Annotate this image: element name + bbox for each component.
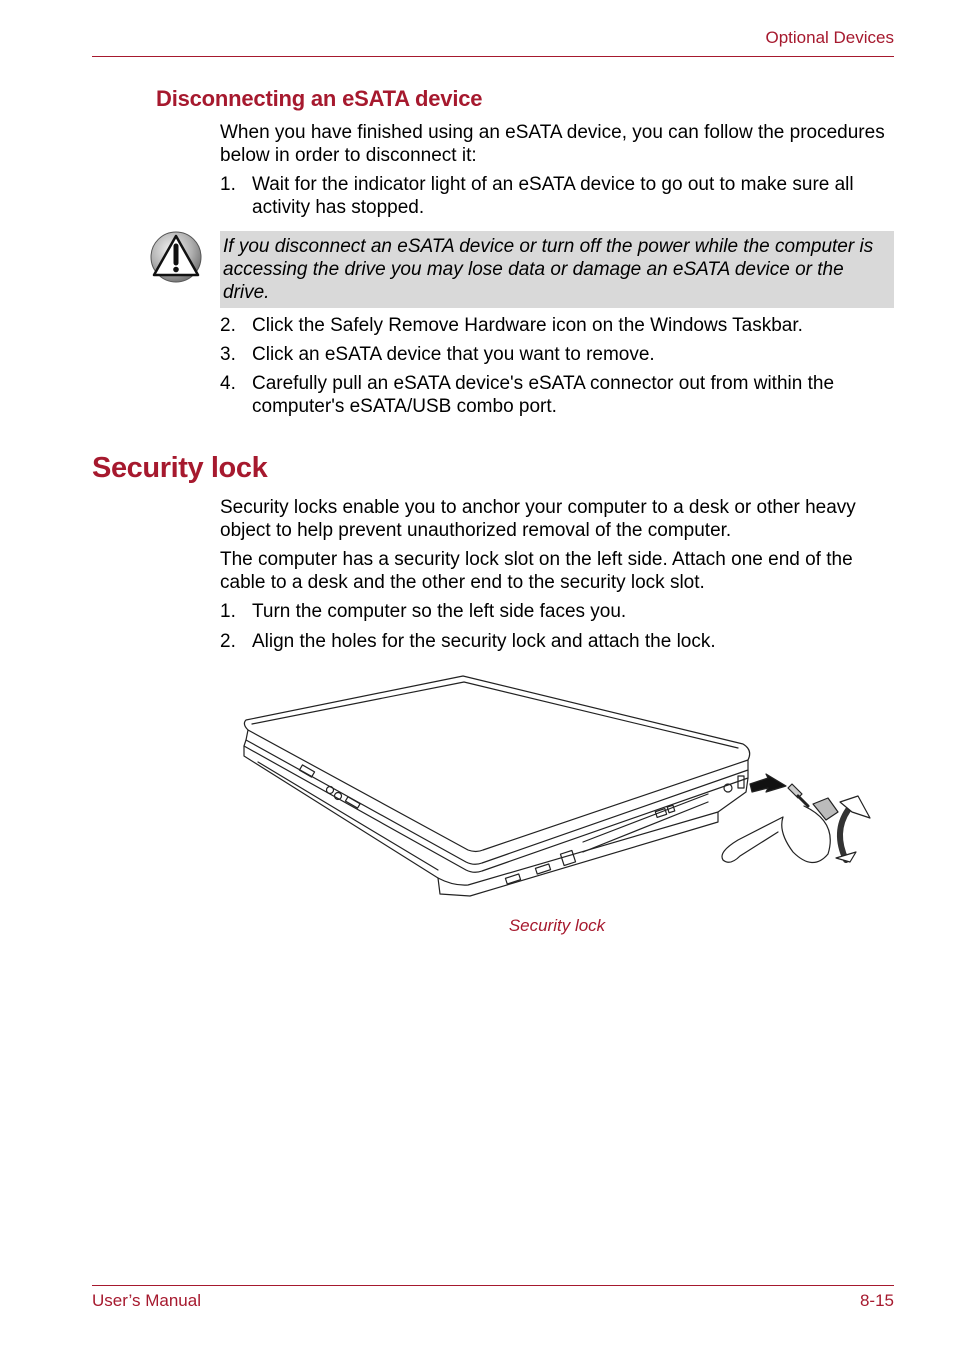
- security-lock-illustration: [238, 672, 878, 902]
- esata-intro: When you have finished using an eSATA device, you can follow the procedures below in order to disconnect it:: [220, 122, 885, 166]
- list-text: Wait for the indicator light of an eSATA device to go out to make sure all activity has stopped.: [252, 174, 854, 218]
- list-number: 4.: [220, 373, 236, 394]
- footer-rule: [92, 1285, 894, 1286]
- running-header: Optional Devices: [765, 28, 894, 47]
- list-item: [220, 372, 900, 418]
- list-number: 2.: [220, 631, 236, 652]
- list-item: [220, 630, 900, 653]
- list-item: [220, 343, 900, 366]
- security-para-2: The computer has a security lock slot on the left side. Attach one end of the cable to a desk and the other end to the security lock slot.: [220, 549, 853, 593]
- list-number: 3.: [220, 344, 236, 365]
- list-text: Align the holes for the security lock and attach the lock.: [252, 631, 716, 652]
- list-item: [220, 173, 900, 219]
- figure-caption: Security lock: [508, 916, 606, 935]
- list-item: [220, 314, 900, 337]
- list-number: 1.: [220, 174, 236, 195]
- security-para-1: Security locks enable you to anchor your computer to a desk or other heavy object to help prevent unauthorized removal of the computer.: [220, 497, 856, 541]
- caution-text: If you disconnect an eSATA device or turn off the power while the computer is accessing the drive you may lose data or damage an eSATA device or the drive.: [223, 236, 874, 303]
- list-text: Carefully pull an eSATA device's eSATA connector out from within the computer's eSATA/USB combo port.: [252, 373, 835, 417]
- list-text: Click an eSATA device that you want to remove.: [252, 344, 655, 365]
- section-heading-esata: Disconnecting an eSATA device: [156, 86, 483, 111]
- footer-manual-title: User’s Manual: [92, 1291, 201, 1310]
- list-number: 2.: [220, 315, 236, 336]
- list-number: 1.: [220, 601, 236, 622]
- warning-triangle-icon: [150, 231, 202, 283]
- page-number: 8-15: [859, 1291, 894, 1310]
- section-heading-security-lock: Security lock: [92, 452, 268, 484]
- list-text: Click the Safely Remove Hardware icon on the Windows Taskbar.: [252, 315, 803, 336]
- list-item: [220, 600, 900, 623]
- header-rule: [92, 56, 894, 57]
- list-text: Turn the computer so the left side faces you.: [252, 601, 627, 622]
